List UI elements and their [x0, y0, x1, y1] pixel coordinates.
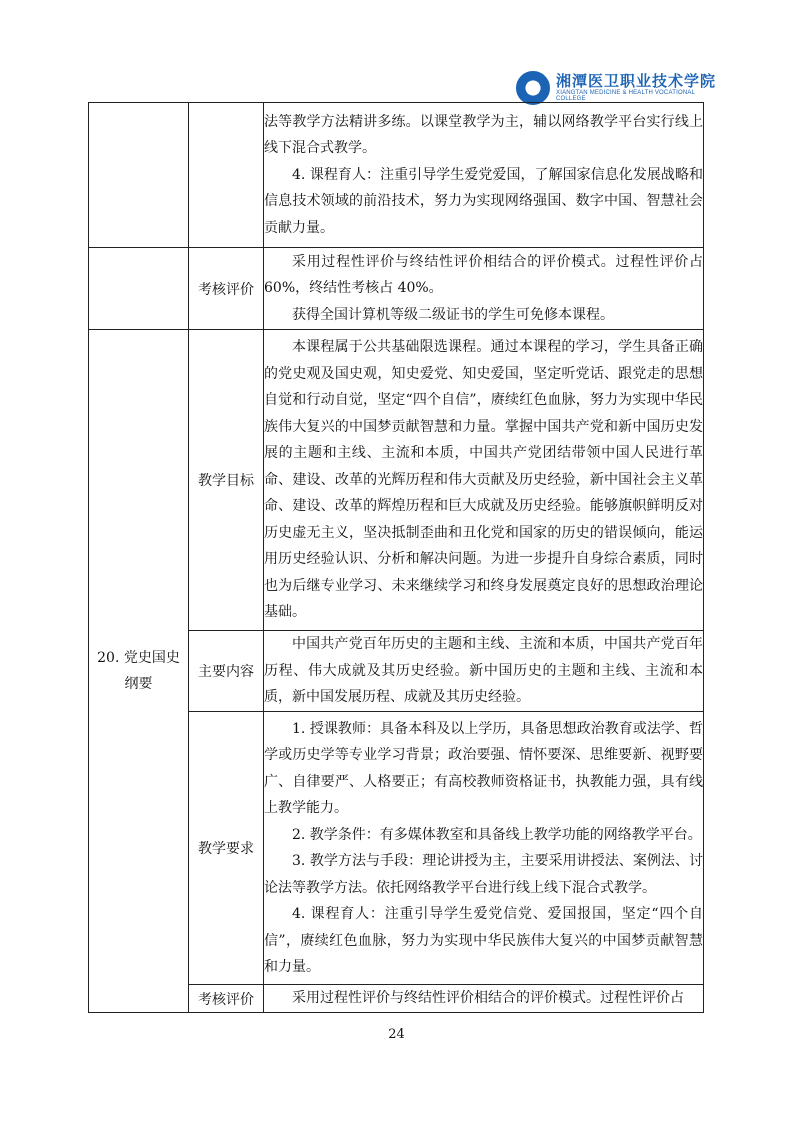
- paragraph: 获得全国计算机等级二级证书的学生可免修本课程。: [292, 306, 614, 323]
- teaching-requirements-content: [264, 712, 704, 985]
- course-name-line: 纲要: [124, 676, 153, 692]
- assessment-content: [264, 248, 704, 330]
- paragraph: 4. 课程育人：注重引导学生爱党爱国，了解国家信息化发展战略和信息技术领域的前沿技术，努力为实现网络强国、数字中国、智慧社会贡献力量。: [264, 166, 703, 236]
- section-label-teaching-goals: 教学目标: [189, 330, 264, 631]
- page-number: 24: [388, 1027, 405, 1042]
- college-emblem-icon: [516, 71, 550, 105]
- section-label-main-content: 主要内容: [189, 631, 264, 712]
- course-table: [88, 102, 704, 1013]
- assessment-content: [264, 985, 704, 1013]
- paragraph: 3. 教学方法与手段：理论讲授为主，主要采用讲授法、案例法、讨论法等教学方法。依托网络教学平台进行线上线下混合式教学。: [264, 853, 703, 896]
- paragraph: 1. 授课教师：具备本科及以上学历，具备思想政治教育或法学、哲学或历史学等专业学习背景；政治要强、情怀要深、思维要新、视野要广、自律要严、人格要正；有高校教师资格证书，执教能力强，具有线上教学能力。: [264, 720, 703, 816]
- logo-english-name: XIANGTAN MEDICINE & HEALTH VOCATIONAL COLLEGE: [556, 89, 695, 103]
- paragraph: 2. 教学条件：有多媒体教室和具备线上教学功能的网络教学平台。: [292, 826, 702, 843]
- paragraph: 采用过程性评价与终结性评价相结合的评价模式。过程性评价占60%，终结性考核占 40%。: [264, 253, 703, 297]
- section-label-cell-empty: [189, 103, 264, 248]
- paragraph: 采用过程性评价与终结性评价相结合的评价模式。过程性评价占: [292, 990, 684, 1007]
- teaching-goals-content: [264, 330, 704, 631]
- section-label-assessment: 考核评价: [189, 248, 264, 330]
- paragraph: 本课程属于公共基础限选课程。通过本课程的学习，学生具备正确的党史观及国史观，知史爱党、知史爱国，坚定听党话、跟党走的思想自觉和行动自觉，坚定“四个自信”，赓续红色血脉，努力为实现中华民族伟大复兴的中国梦贡献智慧和力量。掌握中国共产党和新中国历史发展的主题和主线、主流和本质，中国共产党团结带领中国人民进行革命、建设、改革的光辉历程和伟大贡献及历史经验，新中国社会主义革命、建设、改革的辉煌历程和巨大成就及历史经验。能够旗帜鲜明反对历史虚无主义，坚决抵制歪曲和丑化党和国家的历史的错误倾向，能运用历史经验认识、分析和解决问题。为进一步提升自身综合素质，同时也为后继专业学习、未来继续学习和终身发展奠定良好的思想政治理论基础。: [264, 339, 703, 621]
- continuation-content: [264, 103, 704, 248]
- logo-text: [556, 73, 716, 103]
- main-content-content: [264, 631, 704, 712]
- course-name-line: 20. 党史国史: [97, 650, 180, 666]
- course-name-cell-empty: [89, 103, 189, 248]
- section-label-assessment: 考核评价: [189, 985, 264, 1013]
- course-name-cell-empty: [89, 248, 189, 330]
- paragraph: 4. 课程育人：注重引导学生爱党信党、爱国报国，坚定“四个自信”，赓续红色血脉，努力为实现中华民族伟大复兴的中国梦贡献智慧和力量。: [264, 906, 703, 975]
- table-row-assessment: [89, 248, 704, 330]
- table-row-teaching-goals: [89, 330, 704, 631]
- table-row-continuation: [89, 103, 704, 248]
- section-label-teaching-requirements: 教学要求: [189, 712, 264, 985]
- paragraph: 法等教学方法精讲多练。以课堂教学为主，辅以网络教学平台实行线上线下混合式教学。: [264, 113, 703, 157]
- course-name-cell: [89, 330, 189, 1013]
- logo-chinese-name: 湘潭医卫职业技术学院: [556, 72, 717, 91]
- paragraph: 中国共产党百年历史的主题和主线、主流和本质，中国共产党百年历程、伟大成就及其历史经验。新中国历史的主题和主线、主流和本质，新中国发展历程、成就及其历史经验。: [264, 636, 703, 706]
